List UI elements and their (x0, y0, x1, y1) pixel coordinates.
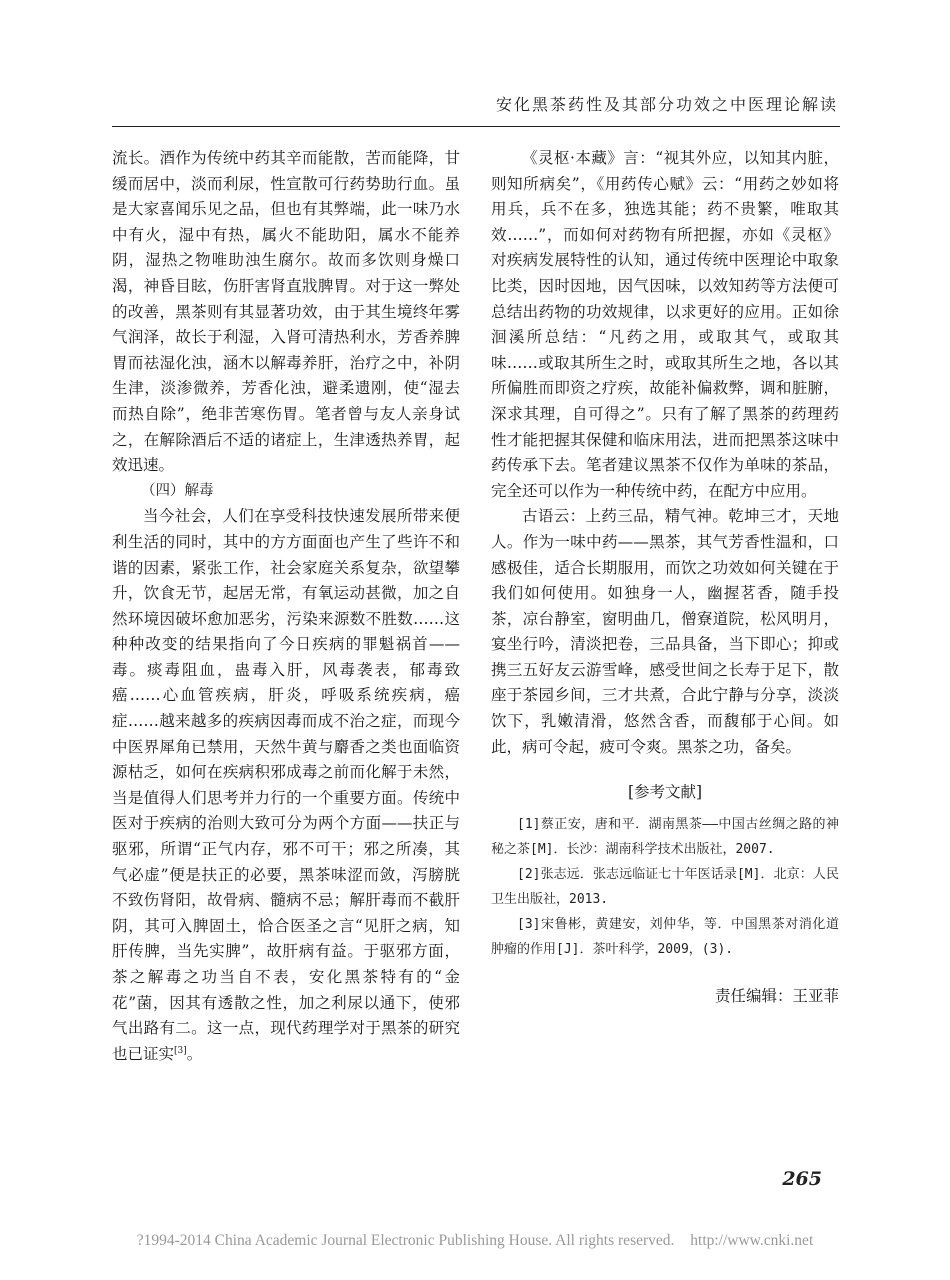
page-number: 265 (782, 1168, 822, 1190)
paragraph-detox (112, 504, 460, 1067)
header-rule (112, 126, 840, 127)
right-column (491, 146, 839, 1009)
left-column (112, 146, 460, 1067)
reference-item: [1]蔡正安，唐和平．湖南黑茶——中国古丝绸之路的神秘之茶[M]．长沙：湖南科学技术出版社，2007. (491, 816, 839, 857)
paragraph-detox-end: 。 (186, 1044, 203, 1063)
section-heading-detox: （四）解毒 (141, 482, 214, 499)
citation-3[interactable]: [3] (174, 1045, 187, 1056)
responsible-editor: 责任编辑：王亚菲 (714, 986, 839, 1005)
reference-item: [3]宋鲁彬，黄建安，刘仲华，等．中国黑茶对消化道肿瘤的作用[J]．茶叶科学，2009，(3). (491, 916, 839, 957)
footer-url[interactable]: http://www.cnki.net (690, 1232, 814, 1249)
footer-copyright: ?1994-2014 China Academic Journal Electronic Publishing House. All rights reserved. (136, 1232, 675, 1249)
reference-item: [2]张志远．张志远临证七十年医话录[M]．北京：人民卫生出版社，2013. (491, 866, 839, 907)
paragraph-conclusion: 古语云：上药三品，精气神。乾坤三才，天地人。作为一味中药——黑茶，其气芳香性温和，口感极佳，适合长期服用，而饮之功效如何关键在于我们如何使用。如独身一人，幽握茗香，随手投茶，凉台静室，窗明曲几，僧寮道院，松风明月，宴坐行吟，清淡把卷，三品具备，当下即心；抑或携三五好友云游雪峰，感受世间之长寿于足下，散座于茶园乡间，三才共煮，合此宁静与分享，淡淡饮下，乳嫩清滑，悠然含香，而馥郁于心间。如此，病可令起，疲可令爽。黑茶之功，备矣。 (491, 507, 839, 756)
paragraph-detox-text: 当今社会，人们在享受科技快速发展所带来便利生活的同时，其中的方方面面也产生了些许不和谐的因素，紧张工作，社会家庭关系复杂，欲望攀升，饮食无节，起居无常，有氧运动甚微，加之自然环境因破坏愈加恶劣，污染来源数不胜数……这种种改变的结果指向了今日疾病的罪魁祸首——毒。痰毒阻血，蛊毒入肝，风毒袭表，郁毒致癌……心血管疾病，肝炎，呼吸系统疾病，癌症……越来越多的疾病因毒而成不治之症，而现今中医界犀角已禁用，天然牛黄与麝香之类也面临资源枯乏，如何在疾病积邪成毒之前而化解于未然，当是值得人们思考并力行的一个重要方面。传统中医对于疾病的治则大致可分为两个方面——扶正与驱邪，所谓“正气内存，邪不可干；邪之所凑，其气必虚”便是扶正的必要，黑茶味涩而敛，泻膀胱不致伤肾阳，故骨病、髓病不忌；解肝毒而不截肝阴，其可入脾固土，恰合医圣之言“见肝之病，知肝传脾，当先实脾”，故肝病有益。于驱邪方面，茶之解毒之功当自不表，安化黑茶特有的“金花”菌，因其有透散之性，加之利尿以通下，使邪气出路有二。这一点，现代药理学对于黑茶的研究也已证实 (112, 507, 460, 1063)
paragraph-alcohol: 流长。酒作为传统中药其辛而能散，苦而能降，甘缓而居中，淡而利尿，性宣散可行药势助行血。虽是大家喜闻乐见之品，但也有其弊端，此一味乃水中有火，湿中有热，属火不能助阳，属水不能养阴，湿热之物唯助浊生腐尔。故而多饮则身燥口渴，神昏目眩，伤肝害肾直戕脾胃。对于这一弊处的改善，黑茶则有其显著功效，由于其生境终年雾气润泽，故长于利湿，入肾可清热利水，芳香养脾胃而祛湿化浊，涵木以解毒养肝，治疗之中，补阴生津，淡渗微养，芳香化浊，避柔遗刚，使“湿去而热自除”，绝非苦寒伤胃。笔者曾与友人亲身试之，在解除酒后不适的诸症上，生津透热养胃，起效迅速。 (112, 149, 460, 475)
running-title: 安化黑茶药性及其部分功效之中医理论解读 (495, 95, 838, 114)
references-heading: [参考文献] (627, 783, 703, 802)
footer (0, 1232, 950, 1250)
paragraph-lingshu: 《灵枢·本藏》言：“视其外应，以知其内脏，则知所病矣”，《用药传心赋》云：“用药之妙如将用兵，兵不在多，独选其能；药不贵繁，唯取其效……”，而如何对药物有所把握，亦如《灵枢》对疾病发展特性的认知，通过传统中医理论中取象比类，因时因地，因气因味，以效知药等方法便可总结出药物的功效规律，以求更好的应用。正如徐洄溪所总结：“凡药之用，或取其气，或取其味……或取其所生之时，或取其所生之地，各以其所偏胜而即资之疗疾，故能补偏救弊，调和脏腑，深求其理，自可得之”。只有了解了黑茶的药理药性才能把握其保健和临床用法，进而把黑茶这味中药传承下去。笔者建议黑茶不仅作为单味的茶品，完全还可以作为一种传统中药，在配方中应用。 (491, 149, 839, 500)
